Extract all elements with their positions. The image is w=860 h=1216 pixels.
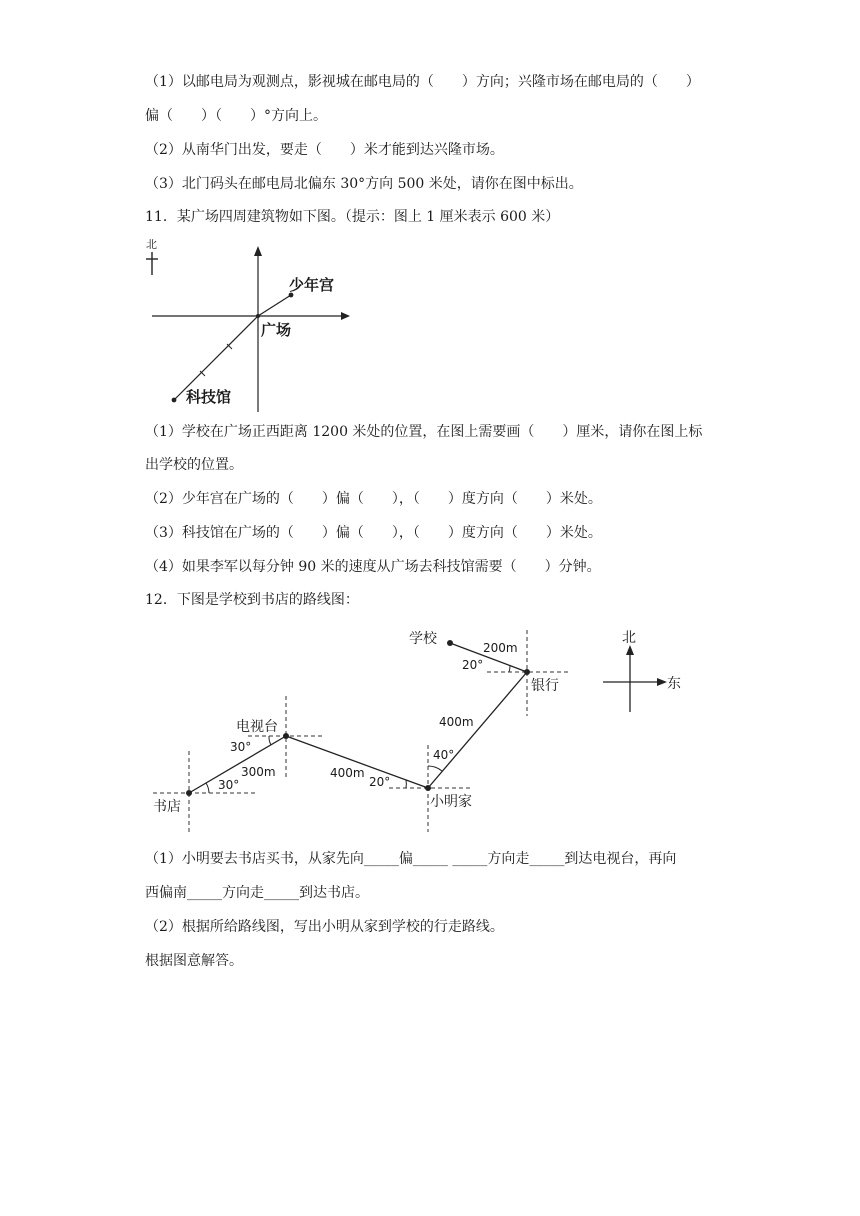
q11-part1-line2: 出学校的位置。 <box>145 457 243 473</box>
q12-part1-line2: 西偏南_____方向走_____到达书店。 <box>145 885 369 901</box>
dist-home-tv: 400m <box>330 766 365 780</box>
bookstore-point <box>186 790 192 796</box>
plaza-label: 广场 <box>261 321 292 339</box>
tv-point <box>283 733 289 739</box>
compass-north-label: 北 <box>622 630 636 646</box>
angle-arc-bookstore <box>206 783 209 793</box>
angle-arc-tv <box>269 736 271 745</box>
science-museum-label: 科技馆 <box>186 388 232 406</box>
angle-tv: 30° <box>230 740 252 754</box>
q10-part1-line2: 偏（ ）（ ）°方向上。 <box>145 108 327 124</box>
angle-bank: 20° <box>462 658 484 672</box>
q11-part3: （3）科技馆在广场的（ ）偏（ ），（ ）度方向（ ）米处。 <box>145 525 602 541</box>
q10-part1-line1: （1）以邮电局为观测点，影视城在邮电局的（ ）方向；兴隆市场在邮电局的（ ） <box>145 74 700 90</box>
tv-label: 电视台 <box>236 719 278 735</box>
q11-part2: （2）少年宫在广场的（ ）偏（ ），（ ）度方向（ ）米处。 <box>145 491 602 507</box>
north-label: 北 <box>146 238 157 251</box>
angle-arc-bank <box>509 666 510 672</box>
dist-school-bank: 200m <box>483 641 518 655</box>
route-home-tv <box>286 736 428 788</box>
q10-part2: （2）从南华门出发，要走（ ）米才能到达兴隆市场。 <box>145 142 504 158</box>
bank-label: 银行 <box>531 678 559 694</box>
compass-east-arrow <box>657 678 667 686</box>
youth-palace-label: 少年宫 <box>289 276 335 294</box>
q11-part4: （4）如果李军以每分钟 90 米的速度从广场去科技馆需要（ ）分钟。 <box>145 559 601 575</box>
bank-point <box>524 669 530 675</box>
angle-home-top: 40° <box>433 748 455 762</box>
route-bank-home <box>428 672 527 788</box>
home-label: 小明家 <box>430 794 472 810</box>
bookstore-label: 书店 <box>153 799 181 815</box>
school-label: 学校 <box>409 631 437 647</box>
q11-part1-line1: （1）学校在广场正西距离 1200 米处的位置，在图上需要画（ ）厘米，请你在图上标 <box>145 424 703 440</box>
q10-part3: （3）北门码头在邮电局北偏东 30°方向 500 米处，请你在图中标出。 <box>145 176 583 192</box>
angle-bookstore: 30° <box>218 778 240 792</box>
compass-east-label: 东 <box>667 676 681 692</box>
answer-note: 根据图意解答。 <box>145 953 243 969</box>
dist-tv-bookstore: 300m <box>241 765 276 779</box>
q11-title: 11．某广场四周建筑物如下图。（提示：图上 1 厘米表示 600 米） <box>145 209 560 225</box>
q12-part2: （2）根据所给路线图，写出小明从家到学校的行走路线。 <box>145 919 504 935</box>
q12-part1-line1: （1）小明要去书店买书，从家先向_____偏_____ _____方向走_____到达电视台，再向 <box>145 851 677 867</box>
q12-title: 12．下图是学校到书店的路线图： <box>145 592 359 608</box>
angle-home-left: 20° <box>369 775 391 789</box>
compass-north-arrow <box>626 645 634 655</box>
school-point <box>447 640 453 646</box>
angle-arc-home-top <box>428 766 442 771</box>
dist-bank-home: 400m <box>439 715 474 729</box>
home-point <box>425 785 431 791</box>
